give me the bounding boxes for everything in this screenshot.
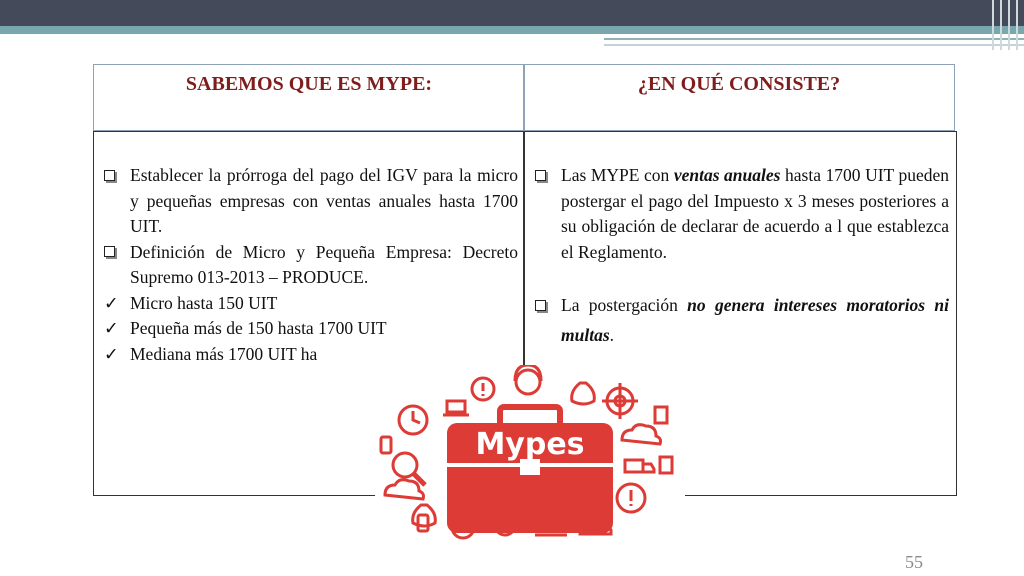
checkbox-bullet-icon	[535, 163, 561, 265]
top-accent-band	[0, 26, 1024, 34]
checkbox-bullet-icon	[535, 290, 561, 350]
page-number: 55	[905, 552, 923, 572]
alert-icon	[617, 484, 645, 512]
decor-line	[1016, 0, 1018, 50]
truck-icon	[625, 460, 654, 472]
target-icon	[602, 383, 638, 419]
checkbox-bullet-icon	[104, 163, 130, 240]
decor-stripe	[604, 44, 1024, 46]
list-item: ✓ Micro hasta 150 UIT	[104, 291, 518, 317]
list-item: Establecer la prórroga del pago del IGV para la micro y pequeñas empresas con ventas anuales hasta 1700 UIT.	[104, 163, 518, 240]
mypes-illustration	[375, 365, 685, 555]
calculator-icon	[655, 407, 672, 473]
list-item: Definición de Micro y Pequeña Empresa: Decreto Supremo 013-2013 – PRODUCE.	[104, 240, 518, 291]
header-left	[93, 64, 525, 131]
decor-line	[1008, 0, 1010, 50]
laptop-icon	[443, 401, 469, 415]
list-item: Las MYPE con ventas anuales hasta 1700 UIT pueden postergar el pago del Impuesto x 3 meses posteriores a su obligación de declarar de acuerdo a l que establezca el Reglamento.	[535, 163, 949, 265]
logo-text: Mypes	[475, 427, 585, 462]
cloud-icon	[622, 425, 661, 444]
decor-line	[992, 0, 994, 50]
decor-stripe	[604, 38, 1024, 40]
list-item: La postergación no genera intereses moratorios ni multas.	[535, 290, 949, 350]
clock-icon	[399, 406, 427, 434]
cloud-icon	[385, 480, 424, 499]
checkmark-icon: ✓	[104, 343, 119, 364]
briefcase-icon	[447, 407, 613, 533]
mobile-phone-icon	[418, 515, 428, 531]
money-bag-icon	[572, 383, 595, 404]
header-left-title: SABEMOS QUE ES MYPE:	[185, 73, 433, 95]
checkbox-bullet-icon	[104, 240, 130, 291]
checkmark-icon: ✓	[104, 318, 119, 338]
header-right-title: ¿EN QUÉ CONSISTE?	[637, 73, 841, 95]
top-bar	[0, 0, 1024, 26]
header-right	[523, 64, 955, 131]
alert-icon	[472, 378, 494, 400]
left-list	[104, 163, 518, 367]
right-list	[535, 163, 949, 350]
mobile-phone-icon	[381, 437, 391, 453]
decor-line	[1000, 0, 1002, 50]
list-item: ✓ Mediana más 1700 UIT ha	[104, 342, 518, 368]
list-item: ✓ Pequeña más de 150 hasta 1700 UIT	[104, 316, 518, 342]
checkmark-icon: ✓	[104, 292, 119, 313]
support-person-icon	[515, 365, 541, 394]
